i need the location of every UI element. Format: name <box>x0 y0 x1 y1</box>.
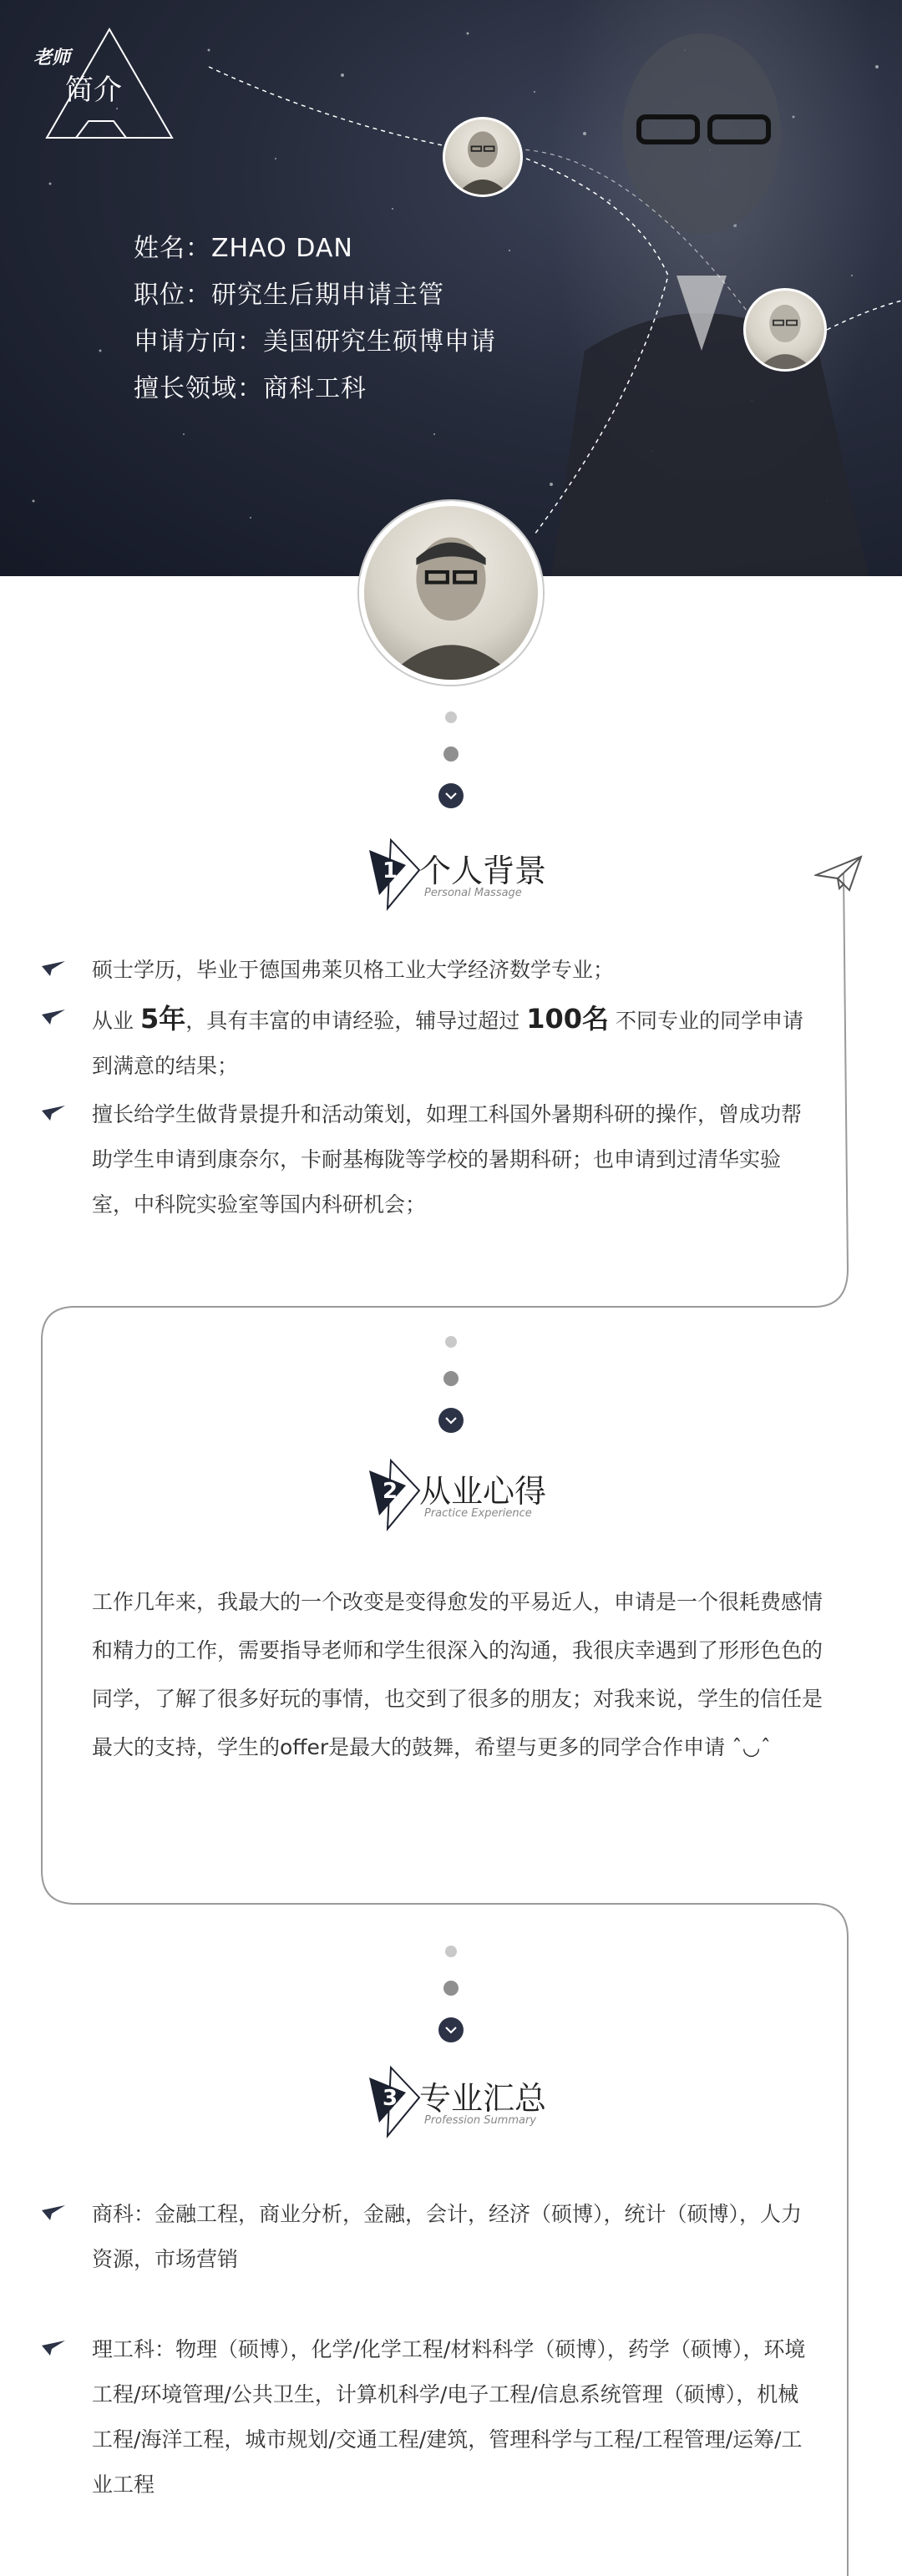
section-title-en: Personal Massage <box>424 887 522 899</box>
teacher-specialty: 擅长领域：商科工科 <box>134 374 367 403</box>
avatar-main <box>359 501 543 685</box>
section-2-title <box>359 1457 626 1532</box>
logo-text-teacher: 老师 <box>33 48 71 68</box>
section-number: 1 <box>382 858 398 883</box>
dots-divider-2 <box>438 1336 464 1433</box>
paper-plane-arrow-icon <box>42 2204 65 2220</box>
section-number: 3 <box>382 2086 398 2111</box>
teacher-info <box>134 225 496 412</box>
list-item-text: 硕士学历，毕业于德国弗莱贝格工业大学经济数学专业； <box>92 958 615 982</box>
portrait-silhouette <box>535 0 902 576</box>
teacher-position: 职位：研究生后期申请主管 <box>134 281 444 310</box>
list-item-text: 理工科：物理（硕博），化学/化学工程/材料科学（硕博），药学（硕博），环境工程/环境管理/公共卫生，计算机科学/电子工程/信息系统管理（硕博），机械工程/海洋工程，城市规划/交通工程/建筑，管理科学与工程/工程管理/运筹/工业工程 <box>92 2337 806 2497</box>
list-item-text: 商科：金融工程，商业分析，金融，会计，经济（硕博），统计（硕博），人力资源，市场营销 <box>92 2202 803 2271</box>
list-item-business <box>42 2192 818 2282</box>
chevron-down-icon <box>438 783 464 808</box>
dot <box>445 711 457 723</box>
paper-plane-arrow-icon <box>42 1008 65 1025</box>
section-title-en: Practice Experience <box>424 1507 532 1520</box>
logo-text-intro: 简介 <box>65 73 122 107</box>
section-number: 2 <box>382 1479 398 1504</box>
section-3-list <box>42 2192 818 2508</box>
chevron-down-icon <box>438 2017 464 2042</box>
section-2-paragraph: 工作几年来，我最大的一个改变是变得愈发的平易近人，申请是一个很耗费感情和精力的工作，需要指导老师和学生很深入的沟通，我很庆幸遇到了形形色色的同学，了解了很多好玩的事情，也交到了很多的朋友；对我来说，学生的信任是最大的支持，学生的offer是最大的鼓舞，希望与更多的同学合作申请 ˆ◡ˆ <box>92 1590 823 1759</box>
list-item <box>42 948 818 993</box>
list-item-text-mid: ，具有丰富的申请经验，辅导过超过 <box>185 1009 527 1033</box>
list-item-text: 擅长给学生做背景提升和活动策划，如理工科国外暑期科研的操作，曾成功帮助学生申请到康奈尔，卡耐基梅陇等学校的暑期科研；也申请到过清华实验室，中科院实验室等国内科研机会； <box>92 1102 803 1217</box>
dots-divider-3 <box>438 1946 464 2042</box>
highlight-years: 5年 <box>139 1003 186 1035</box>
list-item-text-post: 不同专业的同学申请到满意的结果； <box>92 1009 803 1078</box>
portrait-background <box>535 0 902 576</box>
header-banner <box>0 0 902 576</box>
dot <box>445 1946 457 1957</box>
dot <box>443 1371 459 1386</box>
list-item-text-pre: 从业 <box>92 1009 140 1033</box>
paper-plane-arrow-icon <box>42 959 65 976</box>
section-title-cn: 个人背景 <box>419 853 547 889</box>
avatar-small-right <box>743 288 827 372</box>
dot <box>443 746 459 762</box>
section-title-cn: 从业心得 <box>419 1473 547 1510</box>
avatar-small-top <box>443 117 523 197</box>
list-item <box>42 996 818 1089</box>
paper-plane-arrow-icon <box>42 2339 65 2356</box>
highlight-count: 100名 <box>526 1003 609 1035</box>
dot <box>443 1981 459 1996</box>
list-item-engineering <box>42 2327 818 2508</box>
section-title-cn: 专业汇总 <box>419 2080 547 2117</box>
paper-plane-arrow-icon <box>42 1104 65 1121</box>
dot <box>445 1336 457 1348</box>
teacher-name: 姓名：ZHAO DAN <box>134 234 353 263</box>
teacher-direction: 申请方向：美国研究生硕博申请 <box>134 327 496 357</box>
section-1-list <box>42 948 818 1227</box>
list-item <box>42 1092 818 1227</box>
dots-divider-1 <box>438 711 464 808</box>
paper-plane-icon <box>814 853 864 893</box>
section-3-title <box>359 2064 626 2139</box>
section-1-title <box>359 837 610 912</box>
section-title-en: Profession Summary <box>424 2114 537 2127</box>
chevron-down-icon <box>438 1408 464 1433</box>
